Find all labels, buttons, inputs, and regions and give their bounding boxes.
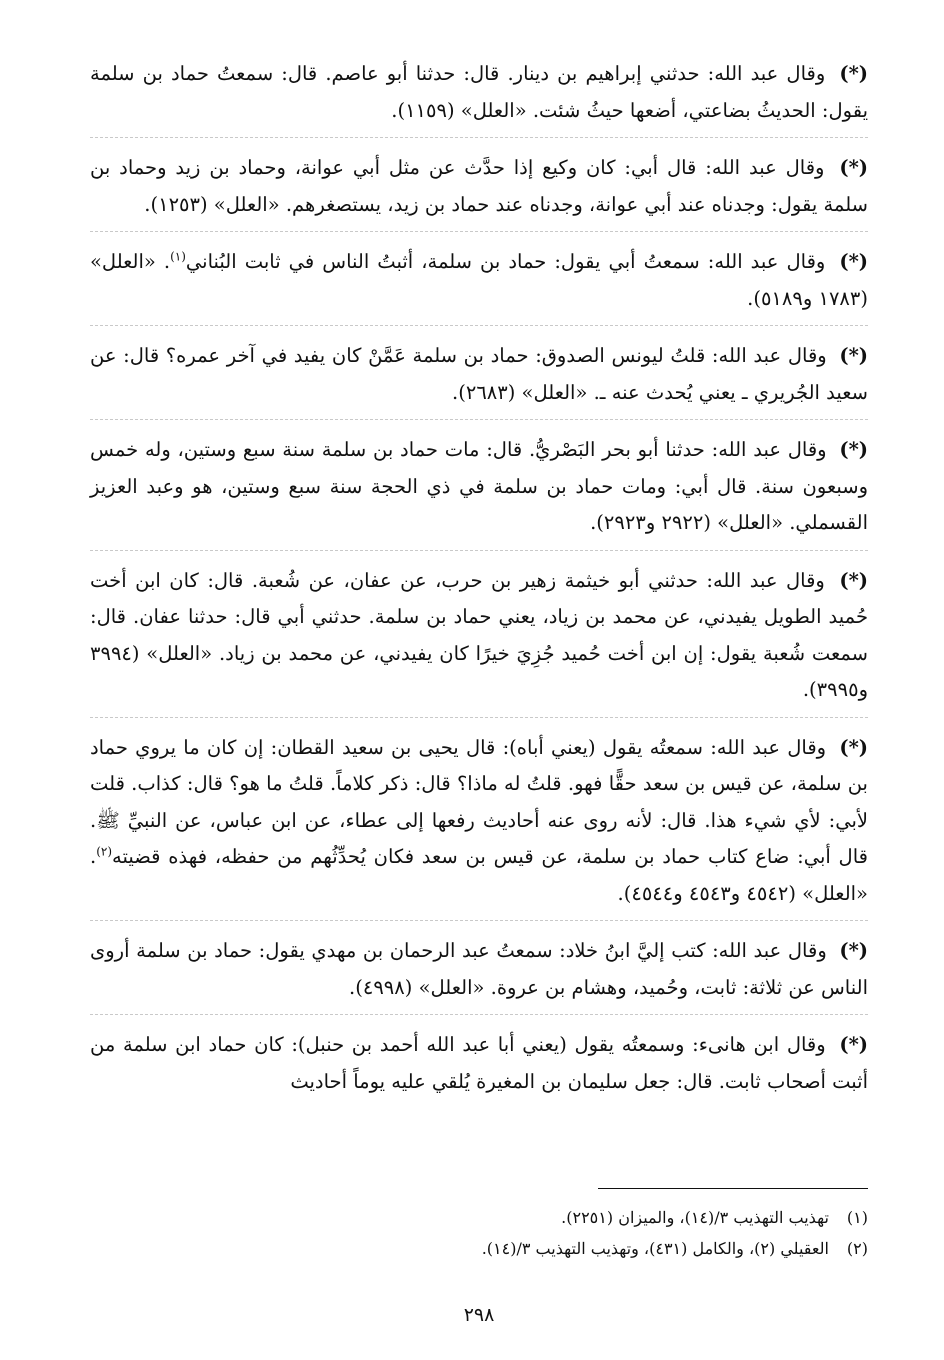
footnote-divider <box>598 1188 868 1189</box>
footnotes <box>90 1202 868 1264</box>
footnote-2 <box>90 1233 868 1264</box>
entry-marker: (*) <box>839 438 868 461</box>
page-number: ٢٩٨ <box>463 1304 495 1326</box>
entry-5 <box>90 432 868 551</box>
entry-4 <box>90 338 868 420</box>
entry-text: وقال عبد الله: حدثني أبو خيثمة زهير بن حرب، عن عفان، عن شُعبة. قال: كان ابن أخت حُميد الطويل يفيدني، عن محمد بن زياد، يعني حماد بن سلمة. حدثني أبي قال: حدثنا عفان. قال: سمعت شُعبة يقول: إن ابن أخت حُميد جُزِيَ خيرًا كان يفيدني، عن محمد بن زياد. «العلل» (٣٩٩٤ و٣٩٩٥). <box>90 568 868 701</box>
entry-text: وقال عبد الله: كتب إليَّ ابنُ خلاد: سمعتُ عبد الرحمان بن مهدي يقول: حماد بن سلمة أروى الناس عن ثلاثة: ثابت، وحُميد، وهشام بن عروة. «العلل» (٤٩٩٨). <box>90 939 868 999</box>
entry-text: وقال عبد الله: حدثني إبراهيم بن دينار. قال: حدثنا أبو عاصم. قال: سمعتُ حماد بن سلمة يقول: الحديثُ بضاعتي، أضعها حيثُ شئت. «العلل» (١١٥٩). <box>90 62 868 122</box>
entry-1 <box>90 56 868 138</box>
entry-marker: (*) <box>839 568 868 592</box>
entry-8 <box>90 933 868 1015</box>
entry-marker: (*) <box>839 1033 869 1056</box>
entry-text: وقال ابن هانىء: وسمعتُه يقول (يعني أبا عبد الله أحمد بن حنبل): كان حماد ابن سلمة من أثبت أصحاب ثابت. قال: جعل سليمان بن المغيرة يُلقي عليه يوماً أحاديث <box>90 1033 868 1093</box>
entry-text: وقال عبد الله: حدثنا أبو بحر البَصْريُّ. قال: مات حماد بن سلمة سنة سبع وستين، وله خمس وسبعون سنة. قال أبي: ومات حماد بن سلمة في ذي الحجة سنة سبع وستين، هو وعبد العزيز القسملي. «العلل» (٢٩٢٢ و٢٩٢٣). <box>90 438 868 534</box>
footnote-ref-1[interactable]: (١) <box>170 249 186 264</box>
entry-6 <box>90 563 868 718</box>
footnote-1 <box>90 1202 868 1233</box>
entry-marker: (*) <box>839 62 869 85</box>
page <box>90 56 868 1346</box>
entry-text-after: . «العلل» (٤٥٤٢ و٤٥٤٣ و٤٥٤٤). <box>90 845 868 905</box>
entry-text: وقال عبد الله: قلتُ ليونس الصدوق: حماد بن سلمة عَمَّنْ كان يفيد في آخر عمره؟ قال: عن سعيد الجُريري ـ يعني يُحدث عنه ـ. «العلل» (٢٦٨٣). <box>90 344 868 404</box>
entry-text: وقال عبد الله: قال أبي: كان وكيع إذا حدَّث عن مثل أبي عوانة، وحماد بن زيد وحماد بن سلمة يقول: وجدناه عند أبي عوانة، وجدناه عند حماد بن زيد، يستصغرهم. «العلل» (١٢٥٣). <box>90 156 868 216</box>
footnote-number: (٢) <box>846 1239 868 1258</box>
entry-9 <box>90 1027 868 1108</box>
entry-marker: (*) <box>839 735 868 759</box>
footnote-number: (١) <box>846 1208 868 1227</box>
entry-2 <box>90 150 868 232</box>
entry-text: وقال عبد الله: سمعتُه يقول (يعني أباه): قال يحيى بن سعيد القطان: إن كان ما يروي حماد بن سلمة، عن قيس بن سعد حقًّا فهو. قلتُ له ماذا؟ قال: ذكر كلاماً. قلتُ ما هو؟ قال: كذاب. قلت لأبي: لأي شيء هذا. قال: لأنه روى عنه أحاديث رفعها إلى عطاء، عن ابن عباس، عن النبيِّ ﷺ. قال أبي: ضاع كتاب حماد بن سلمة، عن قيس بن سعد فكان يُحدِّثُهم من حفظه، فهذه قضيته <box>90 735 868 868</box>
entry-text-after: . «العلل» (١٧٨٣ و٥١٨٩). <box>90 250 868 310</box>
footnote-text: العقيلي (٢)، والكامل (٤٣١)، وتهذيب التهذيب ٣/(١٤). <box>481 1239 829 1258</box>
entry-marker: (*) <box>839 939 869 962</box>
main-text <box>90 56 868 1108</box>
entry-marker: (*) <box>839 156 868 179</box>
footnote-text: تهذيب التهذيب ٣/(١٤)، والميزان (٢٢٥١). <box>561 1208 829 1227</box>
entry-text: وقال عبد الله: سمعتُ أبي يقول: حماد بن سلمة، أثبتُ الناس في ثابت البُناني <box>185 250 826 273</box>
entry-marker: (*) <box>839 344 869 367</box>
footnote-ref-2[interactable]: (٢) <box>96 844 113 859</box>
entry-marker: (*) <box>839 250 868 273</box>
entry-3 <box>90 244 868 326</box>
entry-7 <box>90 730 868 922</box>
